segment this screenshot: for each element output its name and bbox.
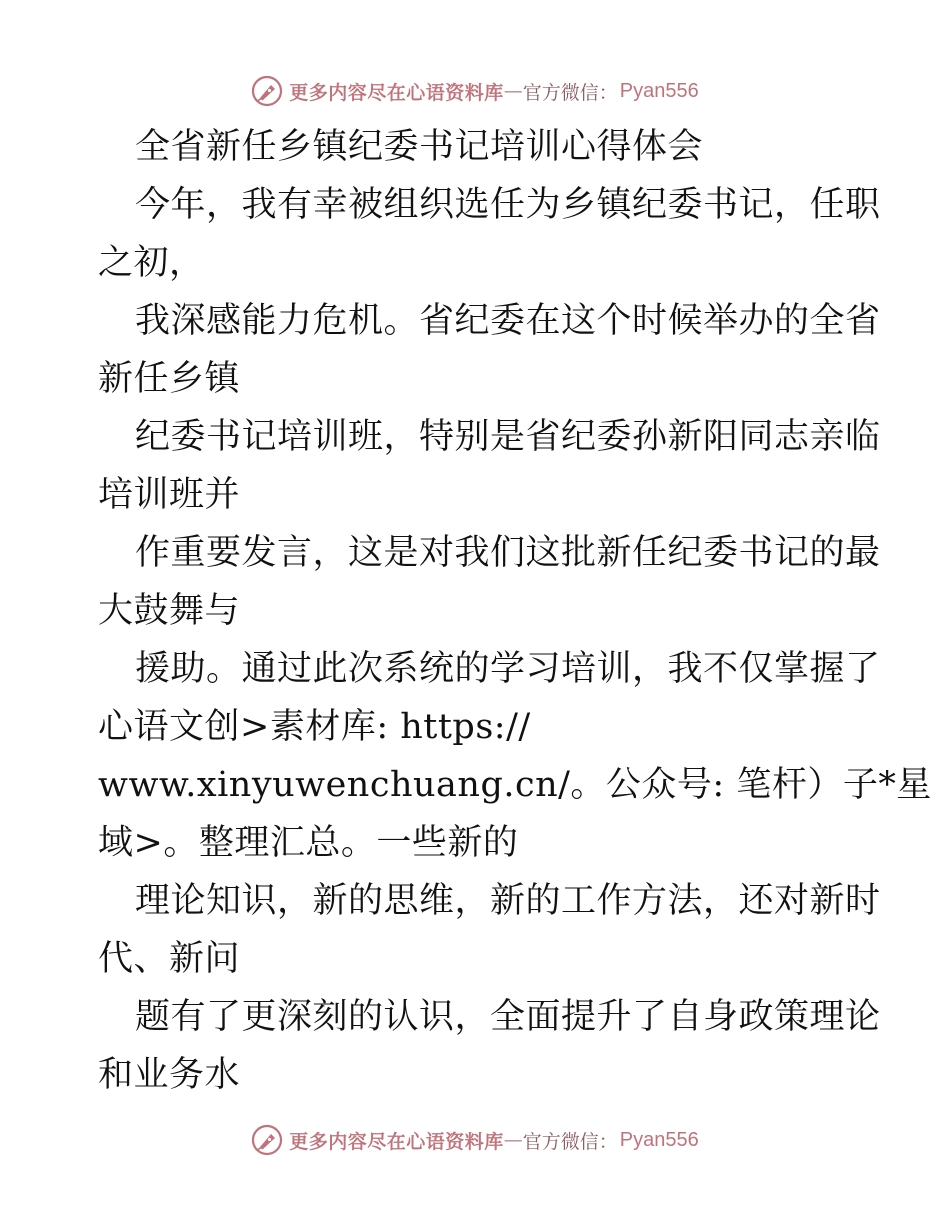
- paragraph-line: 新任乡镇: [98, 359, 241, 399]
- footer-watermark-banner: [0, 1120, 950, 1160]
- paragraph-line: 纪委书记培训班，特别是省纪委孙新阳同志亲临: [135, 417, 881, 457]
- paragraph-line: 心语文创>素材库: https://: [98, 707, 531, 747]
- header-watermark-banner: [0, 71, 950, 111]
- paragraph-line: 作重要发言，这是对我们这批新任纪委书记的最: [135, 533, 881, 573]
- paragraph-line: 题有了更深刻的认识，全面提升了自身政策理论: [135, 997, 881, 1037]
- document-body: [98, 118, 932, 1104]
- banner-wechat-handle: Pyan556: [619, 1128, 699, 1151]
- paragraph-line: 培训班并: [98, 475, 241, 515]
- paragraph-line: 我深感能力危机。省纪委在这个时候举办的全省: [135, 301, 881, 341]
- paragraph-line: 今年，我有幸被组织选任为乡镇纪委书记，任职: [135, 185, 881, 225]
- banner-official-label: 官方微信：: [522, 1130, 618, 1153]
- pen-nib-icon: [251, 75, 283, 107]
- paragraph-line: 大鼓舞与: [98, 591, 241, 631]
- banner-official-label: 官方微信：: [522, 81, 618, 104]
- banner-brand-text: 更多内容尽在心语资料库: [289, 81, 504, 104]
- paragraph-line: www.xinyuwenchuang.cn/。公众号: 笔杆）子*星: [98, 765, 932, 805]
- paragraph-line: 代、新问: [98, 939, 241, 979]
- banner-dash: —: [503, 1129, 523, 1151]
- paragraph-line: 域>。整理汇总。一些新的: [98, 823, 519, 863]
- pen-nib-icon: [251, 1124, 283, 1156]
- banner-brand-text: 更多内容尽在心语资料库: [289, 1130, 504, 1153]
- document-title: 全省新任乡镇纪委书记培训心得体会: [135, 127, 704, 167]
- banner-dash: —: [503, 80, 523, 102]
- banner-wechat-handle: Pyan556: [619, 79, 699, 102]
- paragraph-line: 理论知识，新的思维，新的工作方法，还对新时: [135, 881, 881, 921]
- paragraph-line: 之初，: [98, 243, 205, 283]
- paragraph-line: 和业务水: [98, 1055, 241, 1095]
- paragraph-line: 援助。通过此次系统的学习培训，我不仅掌握了: [135, 649, 881, 689]
